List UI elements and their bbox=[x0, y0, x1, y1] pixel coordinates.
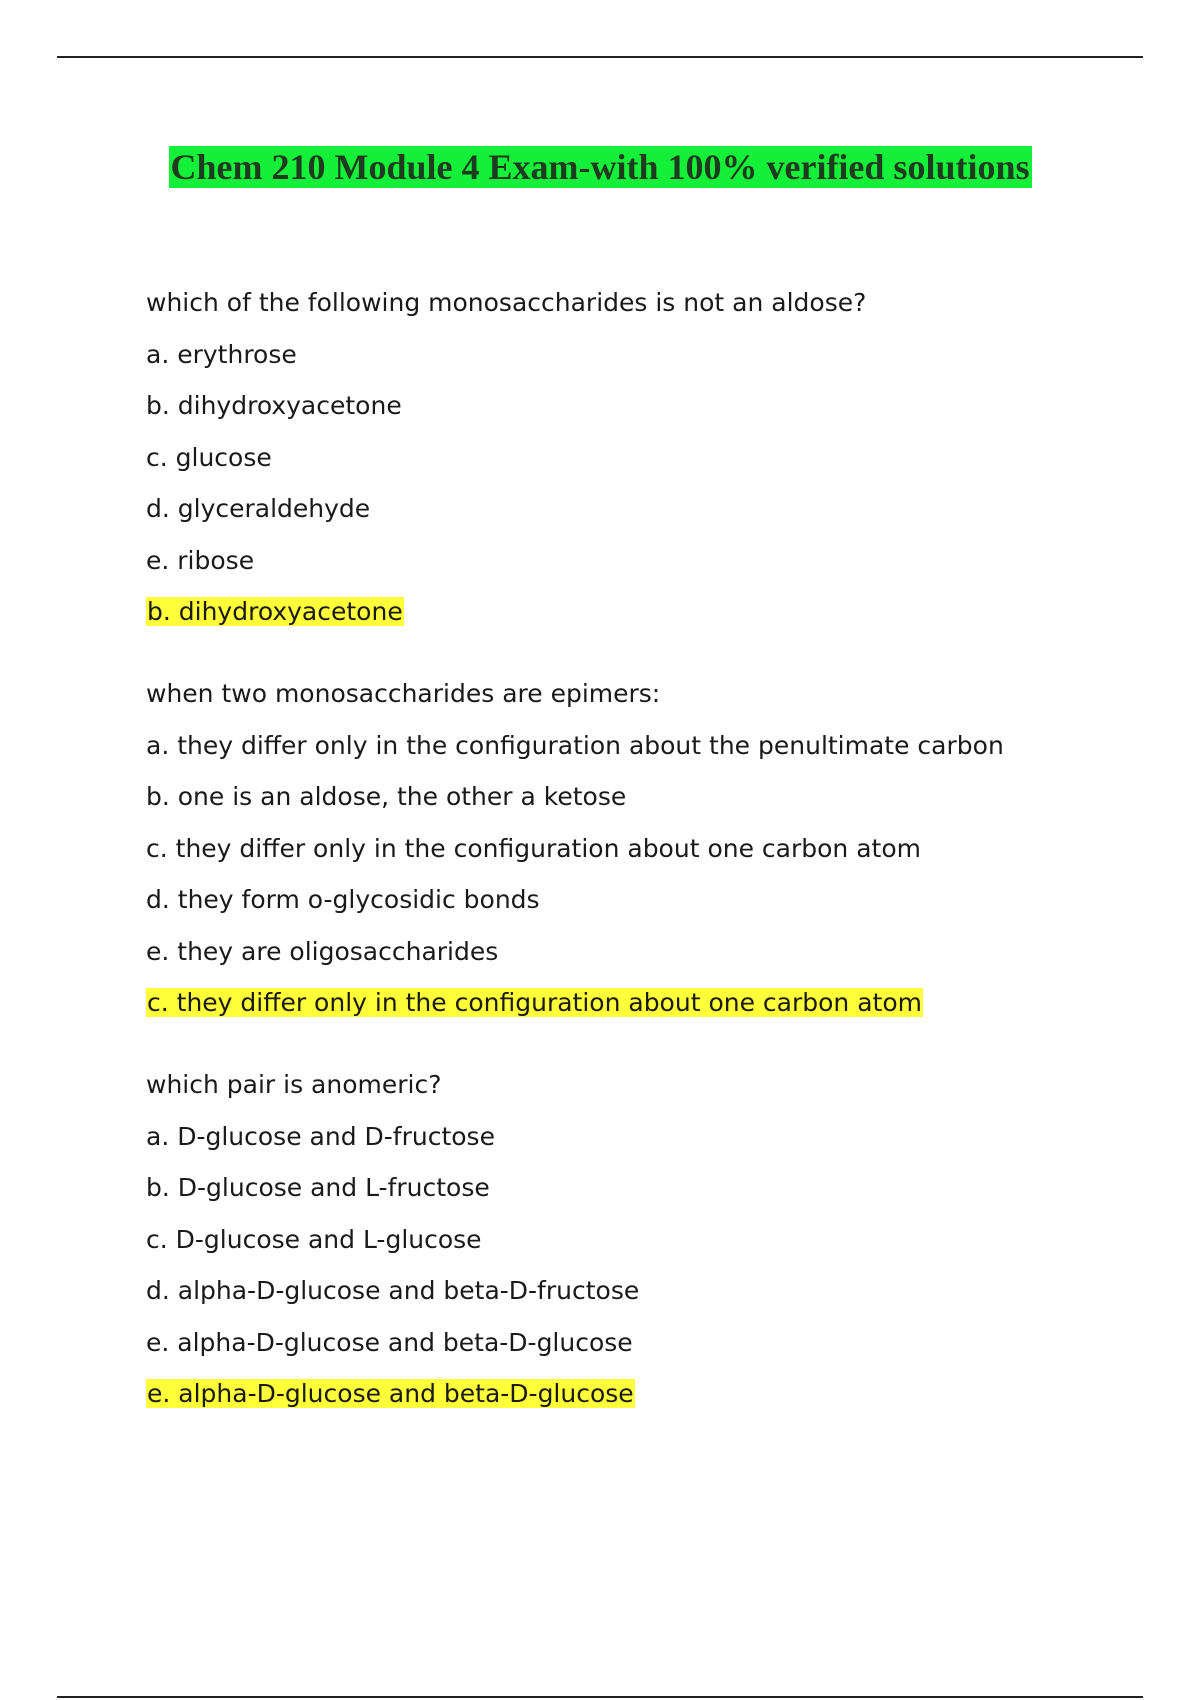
answer-line bbox=[146, 1379, 1146, 1409]
option-a: a. they differ only in the configuration about the penultimate carbon bbox=[146, 730, 1004, 760]
option-d: d. glyceraldehyde bbox=[146, 494, 371, 523]
top-rule bbox=[57, 56, 1143, 58]
question-prompt: which pair is anomeric? bbox=[146, 1070, 442, 1099]
option-a: a. erythrose bbox=[146, 339, 297, 369]
highlighted-answer: b. dihydroxyacetone bbox=[147, 597, 403, 626]
title-block bbox=[0, 146, 1200, 188]
bottom-rule bbox=[57, 1696, 1143, 1698]
answer-line bbox=[146, 597, 1146, 627]
option-e: e. ribose bbox=[146, 545, 255, 575]
option-d: d. alpha-D-glucose and beta-D-fructose bbox=[146, 1276, 640, 1305]
option-b: b. one is an aldose, the other a ketose bbox=[146, 782, 627, 811]
option-e: e. alpha-D-glucose and beta-D-glucose bbox=[146, 1327, 633, 1357]
page-title: Chem 210 Module 4 Exam-with 100% verified solutions bbox=[170, 147, 1030, 187]
highlighted-answer: c. they differ only in the configuration about one carbon atom bbox=[147, 988, 922, 1017]
question-block bbox=[146, 288, 1146, 627]
option-c: c. they differ only in the configuration about one carbon atom bbox=[146, 833, 921, 863]
option-a: a. D-glucose and D-fructose bbox=[146, 1121, 495, 1151]
option-d: d. they form o-glycosidic bonds bbox=[146, 885, 540, 914]
question-prompt: which of the following monosaccharides is not an aldose? bbox=[146, 288, 867, 317]
option-b: b. D-glucose and L-fructose bbox=[146, 1173, 490, 1202]
answer-line bbox=[146, 988, 1146, 1018]
question-prompt: when two monosaccharides are epimers: bbox=[146, 679, 661, 708]
question-list bbox=[146, 288, 1146, 1461]
question-block bbox=[146, 1070, 1146, 1409]
option-b: b. dihydroxyacetone bbox=[146, 391, 402, 420]
option-c: c. D-glucose and L-glucose bbox=[146, 1224, 482, 1254]
highlighted-answer: e. alpha-D-glucose and beta-D-glucose bbox=[147, 1379, 634, 1408]
question-block bbox=[146, 679, 1146, 1018]
option-c: c. glucose bbox=[146, 442, 272, 472]
option-e: e. they are oligosaccharides bbox=[146, 936, 499, 966]
